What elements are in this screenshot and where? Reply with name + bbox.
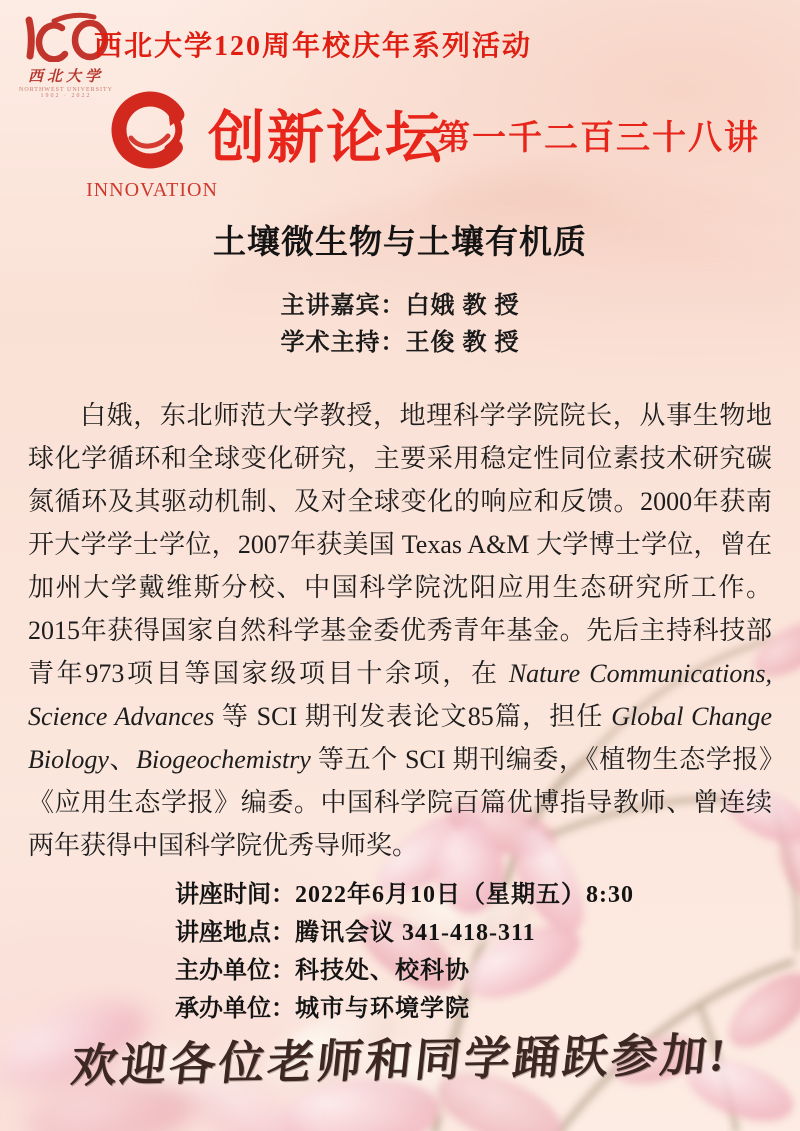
speaker-host-name: 王俊 教 授 xyxy=(405,330,520,356)
bio-journal-names: Nature Communications, Science Advances xyxy=(28,659,772,731)
detail-organizer-value: 科技处、校科协 xyxy=(295,958,470,984)
bio-text: 白娥，东北师范大学教授，地理科学学院院长，从事生物地球化学循环和全球变化研究，主要采用稳定性同位素技术研究碳氮循环及其驱动机制、及对全球变化的响应和反馈。2000年获南开大学学士学位，2007年获美国 Texas A&M 大学博士学位，曾在加州大学戴维斯分校、中国科学院沈阳应用生态研究所工作。2015年获得国家自然科学基金委优秀青年基金。先后主持科技部青年973项目等国家级项目十余项，在 xyxy=(28,401,772,688)
university-name-en: NORTHWEST UNIVERSITY xyxy=(18,87,114,93)
bio-text: 等 SCI 期刊发表论文85篇，担任 xyxy=(214,702,612,731)
innovation-swirl-icon xyxy=(104,86,200,178)
detail-undertaker-label: 承办单位： xyxy=(175,996,295,1022)
speaker-guest-name: 白娥 教 授 xyxy=(405,293,520,319)
lecture-title: 土壤微生物与土壤有机质 xyxy=(213,225,587,261)
lecture-number: 第一千二百三十八讲 xyxy=(436,120,760,157)
welcome-calligraphy: 欢迎各位老师和同学踊跃参加! xyxy=(68,1029,731,1092)
bio-text: 等五个 SCI 期刊编委，《植物生态学报》《应用生态学报》编委。中国科学院百篇优博指导教师、曾连续两年获得中国科学院优秀导师奖。 xyxy=(28,745,772,860)
university-anniversary-years: 1902 · 2022 xyxy=(40,93,92,99)
detail-organizer xyxy=(175,952,634,990)
detail-organizer-label: 主办单位： xyxy=(175,958,295,984)
detail-time-value: 2022年6月10日（星期五）8:30 xyxy=(295,882,634,908)
bio-text: 、 xyxy=(108,745,137,774)
bio-journal-name: Biogeochemistry xyxy=(136,745,311,774)
detail-location xyxy=(175,914,634,952)
innovation-logo-label: INNOVATION xyxy=(86,179,218,201)
detail-undertaker-value: 城市与环境学院 xyxy=(295,996,470,1022)
detail-location-value: 腾讯会议 341-418-311 xyxy=(295,920,536,946)
bio-journal-name: Global Change Biology xyxy=(28,702,772,774)
speaker-line-host xyxy=(0,325,800,362)
detail-time-label: 讲座时间： xyxy=(175,882,295,908)
speaker-guest-label: 主讲嘉宾： xyxy=(280,293,406,319)
speaker-biography xyxy=(28,394,772,867)
university-name-cn: 西北大学 xyxy=(27,69,104,85)
series-banner: 西北大学120周年校庆年系列活动 xyxy=(94,31,533,62)
detail-time xyxy=(175,876,634,914)
speaker-line-guest xyxy=(0,288,800,325)
detail-location-label: 讲座地点： xyxy=(175,920,295,946)
speakers-block xyxy=(0,288,800,362)
event-details xyxy=(175,876,634,1028)
speaker-host-label: 学术主持： xyxy=(280,330,406,356)
forum-title: 创新论坛 xyxy=(208,106,444,170)
